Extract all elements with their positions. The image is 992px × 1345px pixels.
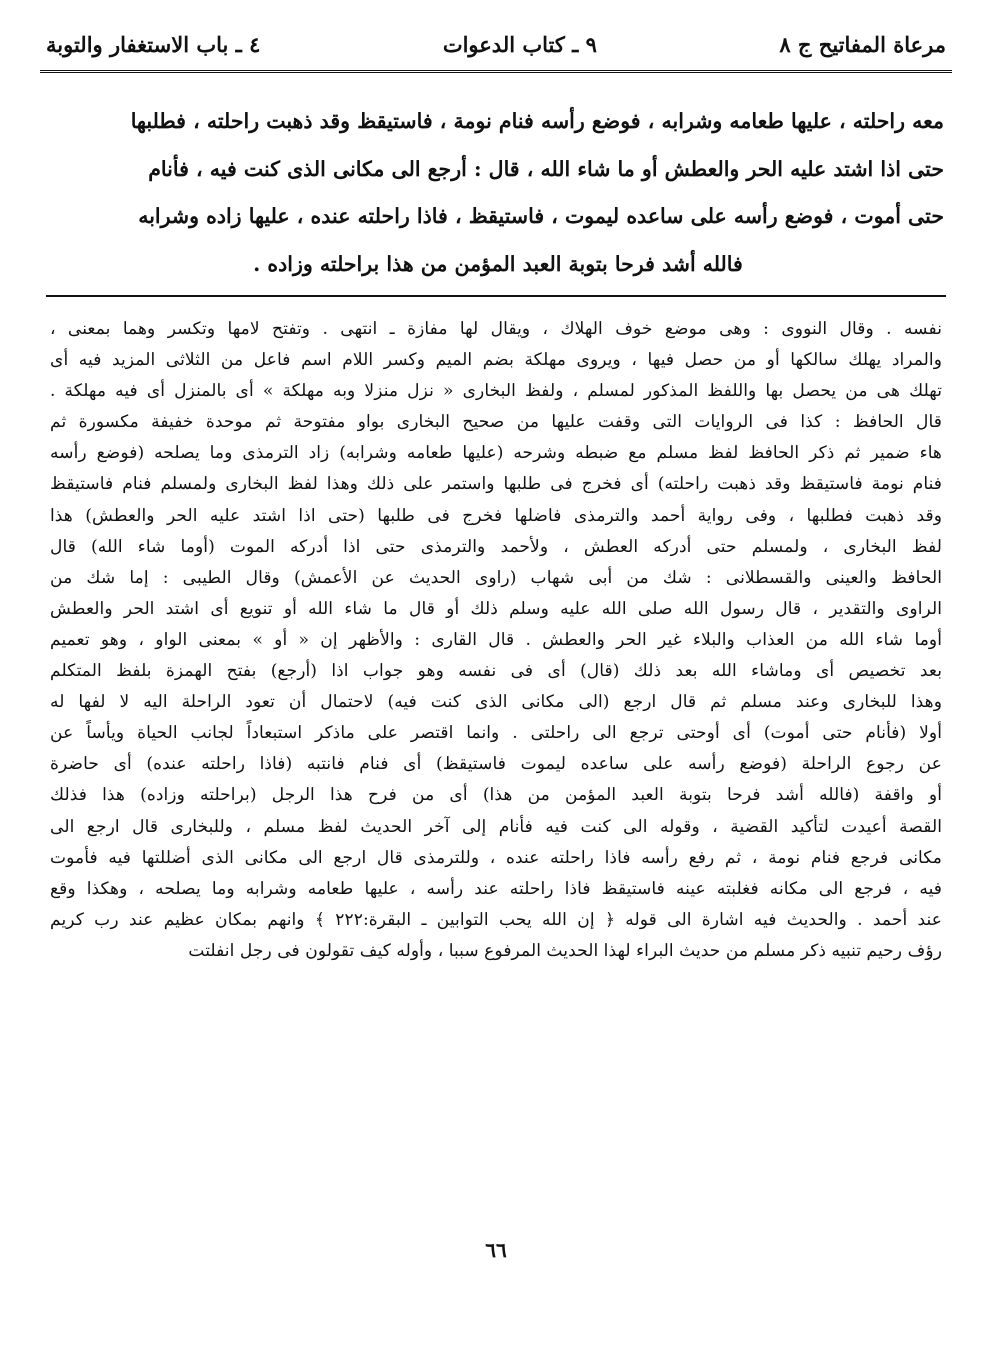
- hadith-line: حتى أموت ، فوضع رأسه على ساعده ليموت ، فاستيقظ ، فاذا راحلته عنده ، عليها زاده وشرابه: [138, 204, 944, 228]
- commentary-line: قال الحافظ : كذا فى الروايات التى وقفت عليها من صحيح البخارى بواو مفتوحة ثم موحدة خفيفة مكسورة ثم: [50, 412, 942, 433]
- commentary-line: نفسه . وقال النووى : وهى موضع خوف الهلاك ، ويقال لها مفازة ـ انتهى . وتفتح لامها وتكسر وهما بمعنى ،: [50, 319, 942, 339]
- commentary-line: الحافظ والعينى والقسطلانى : شك من أبى شهاب (راوى الحديث عن الأعمش) وقال الطيبى : إما شك من: [50, 567, 942, 588]
- commentary-line: بعد تخصيص أى وماشاء الله بعد ذلك (قال) أى فى نفسه وهو جواب اذا (أرجع) بفتح الهمزة بلفظ المتكلم: [50, 661, 942, 682]
- hadith-line: فالله أشد فرحا بتوبة العبد المؤمن من هذا براحلته وزاده .: [253, 251, 743, 276]
- hadith-line: حتى اذا اشتد عليه الحر والعطش أو ما شاء الله ، قال : أرجع الى مكانى الذى كنت فيه ، فأنام: [148, 156, 944, 181]
- hadith-line: معه راحلته ، عليها طعامه وشرابه ، فوضع رأسه فنام نومة ، فاستيقظ وقد ذهبت راحلته ، فطلبها: [130, 109, 944, 133]
- commentary-line: أولا (فأنام حتى أموت) أى أوحتى ترجع الى راحلتى . وانما اقتصر على ماذكر استبعاداً لجانب الحياة ويأساً عن: [50, 723, 942, 744]
- commentary-line: فيه ، فرجع الى مكانه فغلبته عينه فاستيقظ فاذا راحلته عند رأسه ، عليها طعامه وشرابه وما يصلحه ، وهكذا وقع: [50, 878, 942, 899]
- commentary-line: وهذا للبخارى وعند مسلم ثم قال ارجع (الى مكانى الذى كنت فيه) لاحتمال أن تعود الراحلة اليه لا لفها له: [50, 692, 942, 713]
- header-book-title: ٩ ـ كتاب الدعوات: [442, 31, 597, 57]
- running-header: [46, 18, 946, 70]
- commentary-line: تهلك هى من يحصل بها واللفظ المذكور لمسلم ، ولفظ البخارى « نزل منزلا وبه مهلكة » أى بالمنزل أى فيه مهلكة .: [50, 381, 942, 402]
- commentary-line: أو واقفة (فالله أشد فرحا بتوبة العبد المؤمن من هذا) أى من فرح هذا الرجل (براحلته وزاده) هذا فذلك: [50, 785, 942, 806]
- commentary-line: عن رجوع الراحلة (فوضع رأسه على ساعده ليموت فاستيقظ) أى فنام فانتبه (فاذا راحلته عنده) أى حاضرة: [50, 754, 942, 775]
- commentary-line: لفظ البخارى ، ولمسلم حتى أدركه العطش ، ولأحمد والترمذى حتى اذا أدركه الموت (أوما شاء الله) قال: [50, 536, 942, 557]
- commentary-line: أوما شاء الله من العذاب والبلاء غير الحر والعطش . قال القارى : والأظهر إن « أو » بمعنى الواو ، وهو تعميم: [50, 629, 942, 650]
- commentary-line: عند أحمد . والحديث فيه اشارة الى قوله ﴿ إن الله يحب التوابين ـ البقرة:٢٢٢ ﴾ وانهم بمكان عظيم عند رب كريم: [50, 909, 942, 930]
- header-chapter: ٤ ـ باب الاستغفار والتوبة: [46, 31, 261, 57]
- hadith-text: [52, 98, 944, 288]
- commentary-line: رؤف رحيم تنبيه ذكر مسلم من حديث البراء لهذا الحديث المرفوع سببا ، وأوله كيف تقولون فى رجل انفلتت: [188, 940, 942, 961]
- header-divider: [40, 70, 952, 73]
- page-number: ٦٦: [485, 1238, 507, 1262]
- commentary-line: فنام نومة فاستيقظ وقد ذهبت راحلته) أى فخرج فى طلبها واستمر على ذلك وهذا لفظ البخارى ولمسلم فنام فاستيقظ: [50, 474, 942, 495]
- section-divider: [46, 295, 946, 297]
- commentary-line: القصة أعيدت لتأكيد القضية ، وقوله الى كنت فيه فأنام إلى آخر الحديث لفظ مسلم ، وللبخارى قال ارجع الى: [50, 816, 942, 837]
- commentary-line: مكانى فرجع فنام نومة ، ثم رفع رأسه فاذا راحلته عنده ، وللترمذى قال ارجع الى مكانى الذى أضللتها فيه فأموت: [50, 847, 942, 868]
- commentary-text: [50, 314, 942, 967]
- header-book-volume: مرعاة المفاتيح ج ٨: [779, 31, 946, 57]
- commentary-line: والمراد يهلك سالكها أو من حصل فيها ، ويروى مهلكة بضم الميم وكسر اللام اسم فاعل من الثلاثى المزيد فيه أى: [50, 350, 942, 371]
- commentary-line: وقد ذهبت فطلبها ، وفى رواية أحمد والترمذى فاضلها فخرج فى طلبها (حتى اذا اشتد عليه الحر والعطش) هذا: [50, 505, 942, 526]
- commentary-line: هاء ضمير ثم ذكر الحافظ لفظ مسلم مع ضبطه وشرحه (عليها طعامه وشرابه) زاد الترمذى وما يصلحه (فوضع رأسه: [50, 443, 942, 464]
- commentary-line: الراوى والتقدير ، قال رسول الله صلى الله عليه وسلم ذلك أو قال ما شاء الله أو تنويع أى اشتد الحر والعطش: [50, 598, 942, 619]
